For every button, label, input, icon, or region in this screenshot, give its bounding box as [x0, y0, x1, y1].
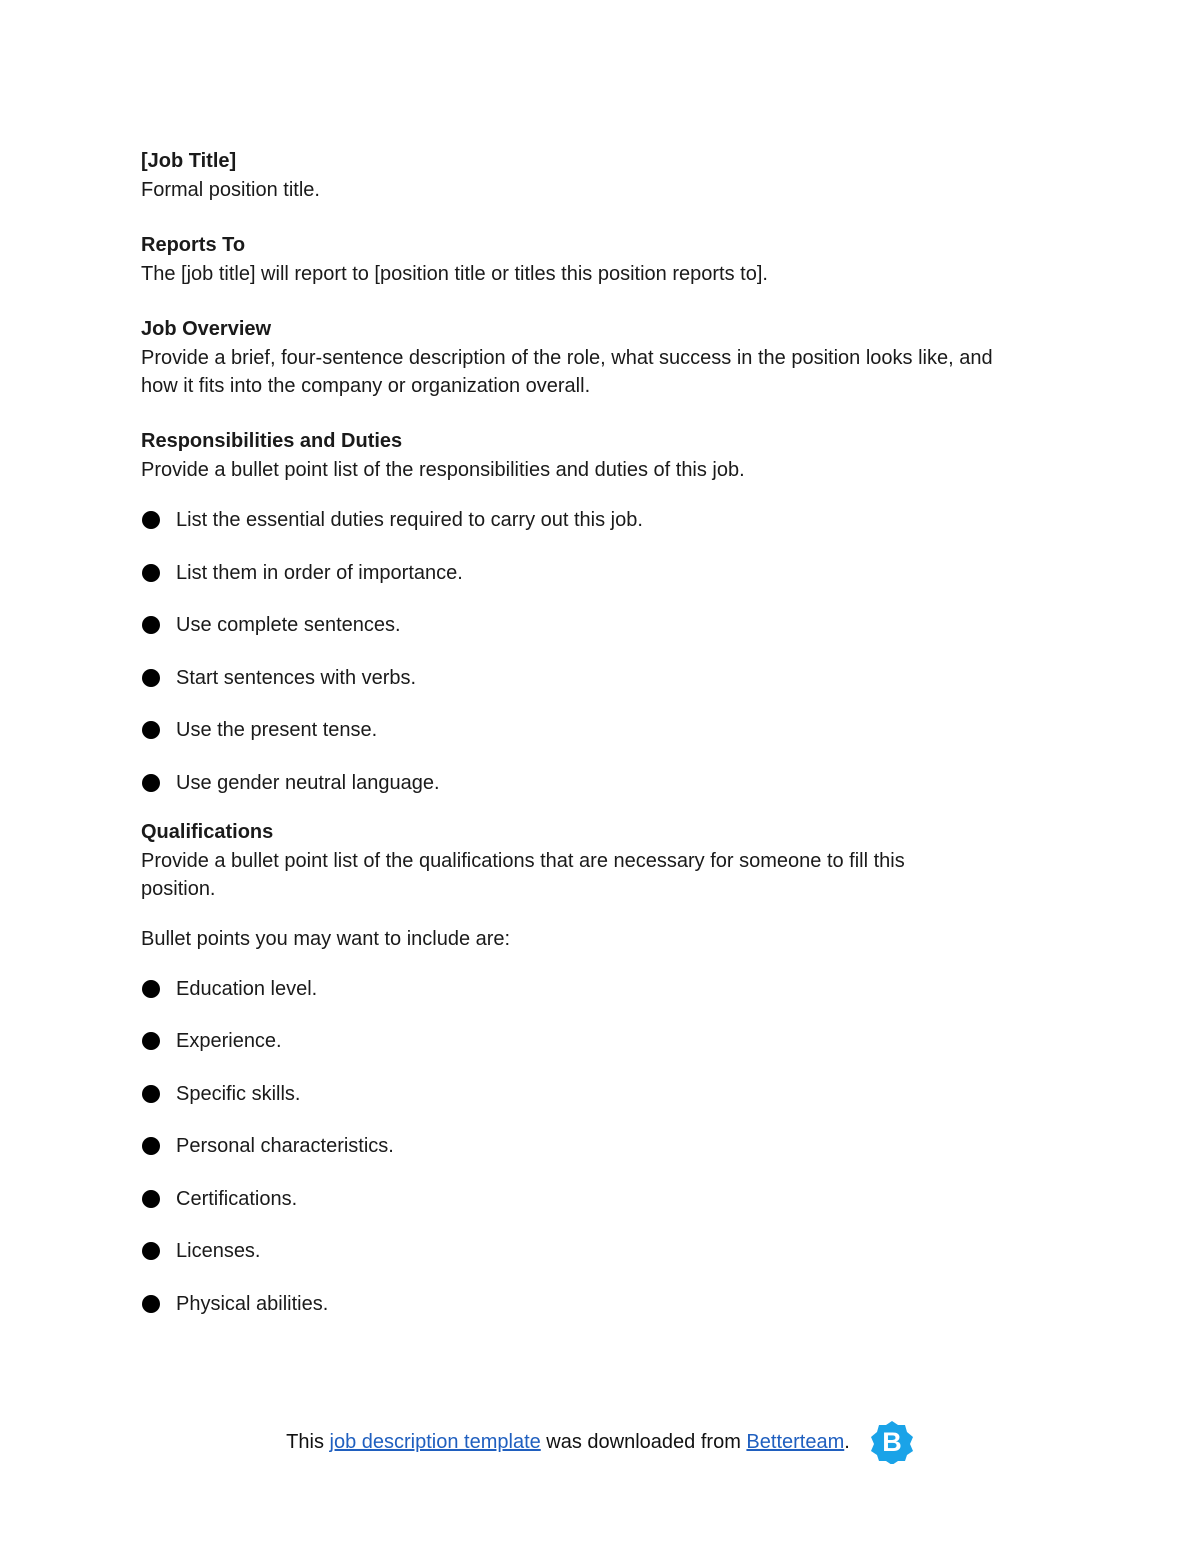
bullet-icon — [142, 1085, 160, 1103]
list-item-text: Use the present tense. — [176, 719, 378, 741]
reports-to-heading: Reports To — [141, 234, 246, 256]
bullet-icon — [142, 511, 160, 529]
job-overview-text-line2: how it fits into the company or organization overall. — [141, 375, 591, 397]
bullet-icon — [142, 1137, 160, 1155]
list-item-text: Experience. — [176, 1030, 282, 1052]
bullet-icon — [142, 1032, 160, 1050]
list-item-text: Physical abilities. — [176, 1292, 329, 1315]
list-item — [141, 769, 1081, 797]
svg-text:B: B — [882, 1427, 902, 1457]
section-responsibilities — [141, 426, 1081, 797]
list-item — [141, 1185, 1081, 1213]
qualifications-intro: Bullet points you may want to include are: — [141, 927, 511, 950]
section-qualifications — [141, 817, 1081, 1318]
footer-middle: was downloaded from — [540, 1430, 747, 1453]
responsibilities-heading: Responsibilities and Duties — [141, 430, 403, 452]
list-item-text: List them in order of importance. — [176, 561, 463, 584]
footer-suffix: . — [844, 1430, 850, 1453]
bullet-icon — [142, 774, 160, 792]
list-item — [141, 1080, 1081, 1108]
list-item-text: Use gender neutral language. — [176, 771, 440, 794]
list-item — [141, 611, 1081, 639]
list-item — [141, 559, 1081, 587]
section-job-title — [141, 146, 1081, 204]
job-overview-heading: Job Overview — [141, 318, 272, 340]
document-page — [141, 146, 1081, 1342]
list-item-text: Education level. — [176, 977, 318, 1000]
list-item — [141, 1132, 1081, 1160]
reports-to-text: The [job title] will report to [position title or titles this position reports to]. — [141, 263, 768, 285]
footer-prefix: This — [286, 1430, 330, 1453]
list-item-text: Licenses. — [176, 1240, 261, 1262]
list-item-text: Use complete sentences. — [176, 614, 401, 636]
qualifications-text-line2: position. — [141, 877, 216, 900]
betterteam-link[interactable]: Betterteam — [746, 1430, 845, 1453]
footer — [0, 1420, 1200, 1464]
list-item-text: Certifications. — [176, 1187, 298, 1210]
list-item-text: Start sentences with verbs. — [176, 666, 417, 689]
list-item — [141, 506, 1081, 534]
section-reports-to — [141, 230, 1081, 288]
bullet-icon — [142, 1190, 160, 1208]
bullet-icon — [142, 669, 160, 687]
bullet-icon — [142, 1295, 160, 1313]
qualifications-text-line1: Provide a bullet point list of the qualifications that are necessary for someone to fill this — [141, 849, 905, 872]
qualifications-heading: Qualifications — [141, 820, 274, 843]
list-item-text: List the essential duties required to carry out this job. — [176, 509, 643, 531]
list-item — [141, 1290, 1081, 1318]
job-overview-text-line1: Provide a brief, four-sentence description of the role, what success in the position looks like, and — [141, 347, 993, 369]
responsibilities-text: Provide a bullet point list of the responsibilities and duties of this job. — [141, 459, 745, 481]
section-job-overview — [141, 314, 1081, 400]
list-item — [141, 664, 1081, 692]
job-title-heading: [Job Title] — [141, 150, 237, 172]
bullet-icon — [142, 564, 160, 582]
bullet-icon — [142, 721, 160, 739]
responsibilities-list — [141, 506, 1081, 797]
betterteam-logo-icon[interactable] — [870, 1420, 914, 1464]
list-item-text: Specific skills. — [176, 1082, 301, 1105]
job-description-template-link[interactable]: job description template — [329, 1430, 541, 1453]
list-item — [141, 1237, 1081, 1265]
bullet-icon — [142, 616, 160, 634]
list-item — [141, 975, 1081, 1003]
bullet-icon — [142, 1242, 160, 1260]
list-item — [141, 716, 1081, 744]
list-item — [141, 1027, 1081, 1055]
job-title-text: Formal position title. — [141, 179, 320, 201]
qualifications-list — [141, 975, 1081, 1318]
list-item-text: Personal characteristics. — [176, 1135, 394, 1157]
bullet-icon — [142, 980, 160, 998]
